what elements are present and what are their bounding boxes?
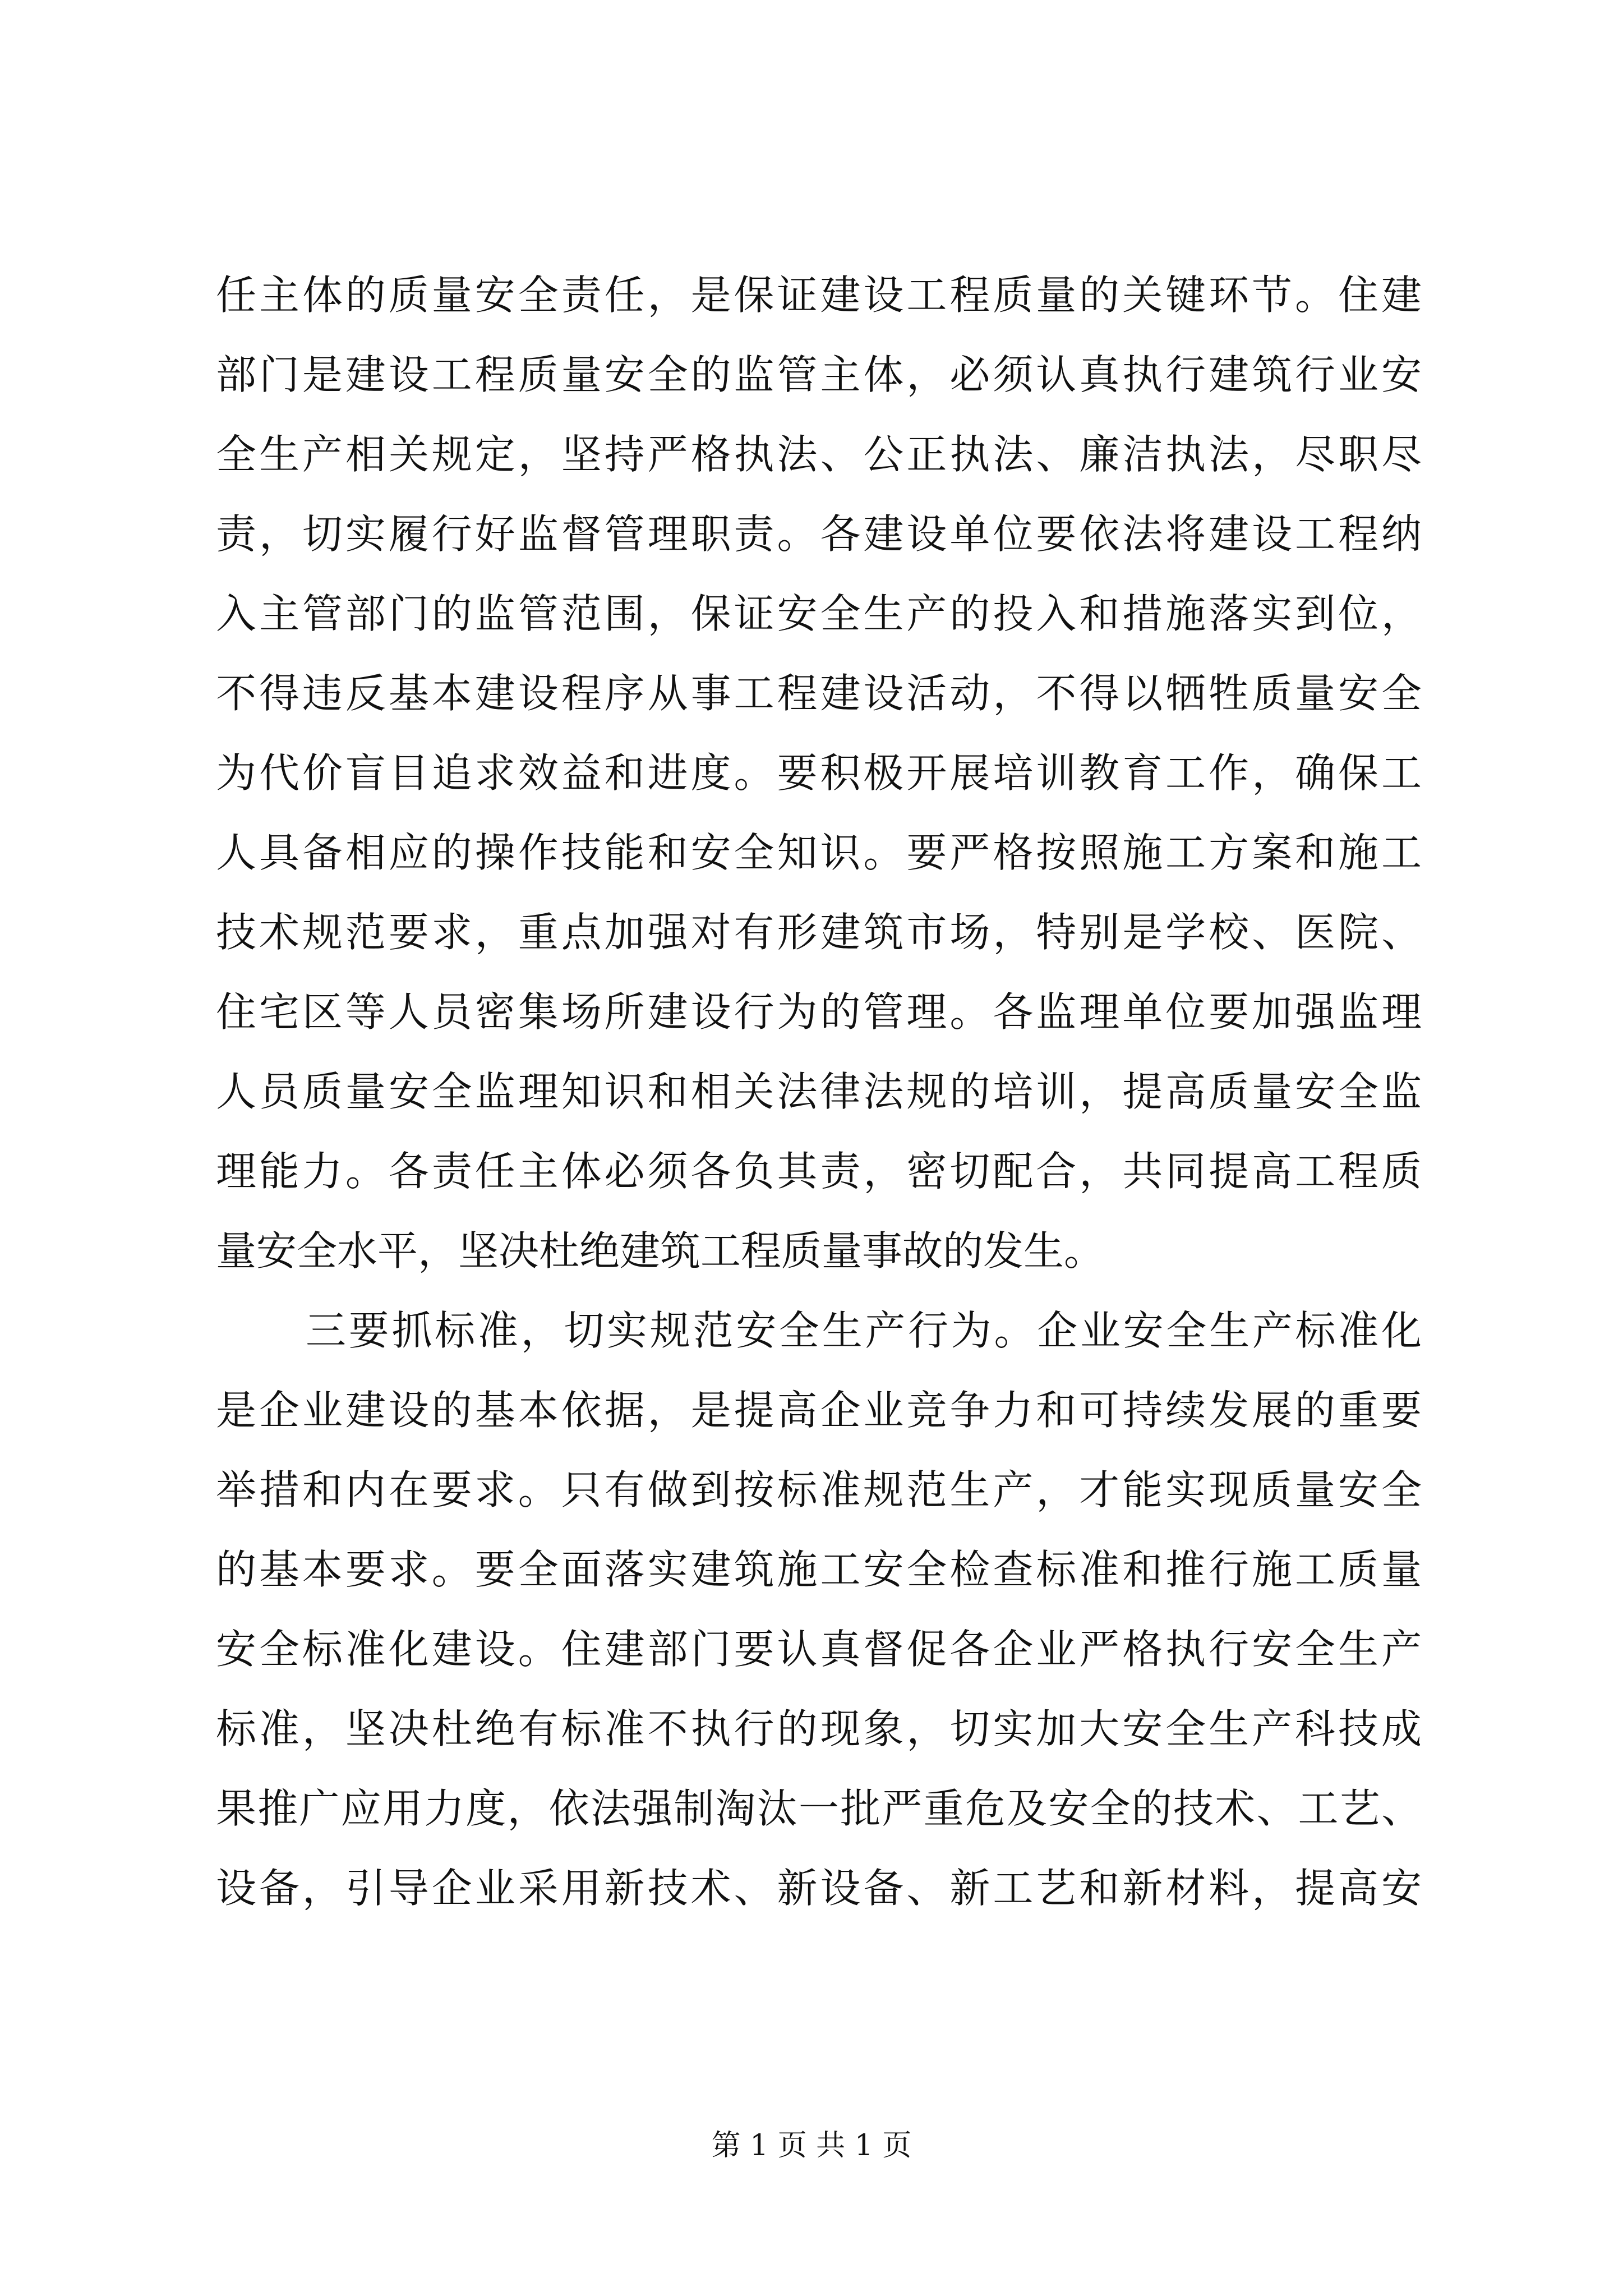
text-line: 全生产相关规定，坚持严格执法、公正执法、廉洁执法，尽职尽 (216, 431, 1422, 478)
page-number: 第 1 页 共 1 页 (711, 2129, 912, 2162)
text-line: 为代价盲目追求效益和进度。要积极开展培训教育工作，确保工 (216, 749, 1422, 797)
text-line: 的基本要求。要全面落实建筑施工安全检查标准和推行施工质量 (216, 1546, 1422, 1593)
text-line: 果推广应用力度，依法强制淘汰一批严重危及安全的技术、工艺、 (216, 1785, 1422, 1832)
text-line: 任主体的质量安全责任，是保证建设工程质量的关键环节。住建 (216, 272, 1422, 319)
text-line: 理能力。各责任主体必须各负其责，密切配合，共同提高工程质 (216, 1148, 1422, 1195)
text-line: 举措和内在要求。只有做到按标准规范生产，才能实现质量安全 (216, 1466, 1422, 1513)
text-line: 部门是建设工程质量安全的监管主体，必须认真执行建筑行业安 (216, 351, 1422, 398)
body-text (216, 255, 1422, 1928)
text-line: 入主管部门的监管范围，保证安全生产的投入和措施落实到位， (216, 590, 1422, 637)
text-line: 责，切实履行好监督管理职责。各建设单位要依法将建设工程纳 (216, 510, 1422, 558)
paragraph-start-line: 三要抓标准，切实规范安全生产行为。企业安全生产标准化 (306, 1307, 1422, 1354)
page-footer (0, 2126, 1623, 2165)
text-line: 是企业建设的基本依据，是提高企业竞争力和可持续发展的重要 (216, 1387, 1422, 1434)
text-line: 设备，引导企业采用新技术、新设备、新工艺和新材料，提高安 (216, 1865, 1422, 1912)
text-line: 技术规范要求，重点加强对有形建筑市场，特别是学校、医院、 (216, 909, 1422, 956)
text-line: 住宅区等人员密集场所建设行为的管理。各监理单位要加强监理 (216, 988, 1422, 1036)
text-line: 人具备相应的操作技能和安全知识。要严格按照施工方案和施工 (216, 829, 1422, 876)
text-line: 人员质量安全监理知识和相关法律法规的培训，提高质量安全监 (216, 1068, 1422, 1115)
text-line: 标准，坚决杜绝有标准不执行的现象，切实加大安全生产科技成 (216, 1705, 1422, 1752)
paragraph-end-line: 量安全水平，坚决杜绝建筑工程质量事故的发生。 (216, 1227, 1105, 1274)
text-line: 不得违反基本建设程序从事工程建设活动，不得以牺牲质量安全 (216, 670, 1422, 717)
text-line: 安全标准化建设。住建部门要认真督促各企业严格执行安全生产 (216, 1626, 1422, 1673)
